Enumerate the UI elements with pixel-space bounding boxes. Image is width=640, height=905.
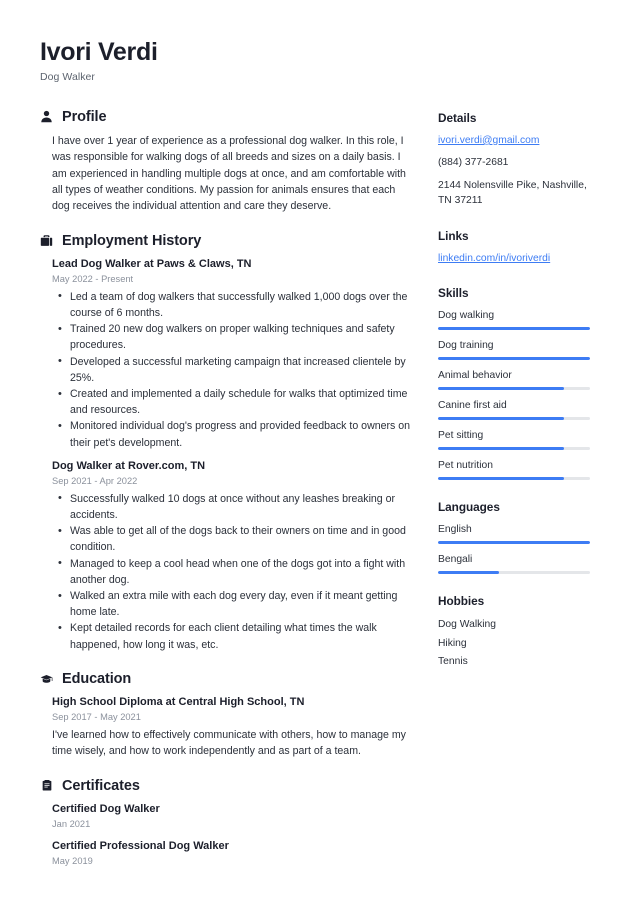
language-track	[438, 541, 590, 544]
section-certificates-body	[40, 802, 412, 868]
entry-description: I've learned how to effectively communicate with others, how to manage my time wisely, and how to work independently and as part of a team.	[52, 728, 406, 758]
list-item: • Was able to get all of the dogs back to their owners on time and in good condition.	[52, 523, 412, 555]
list-item: • Kept detailed records for each client detailing what times the walk happened, how long it was, etc.	[52, 620, 412, 652]
language-track	[438, 571, 590, 574]
sidebar-hobbies-title: Hobbies	[438, 594, 485, 609]
section-employment-title: Employment History	[62, 232, 202, 249]
briefcase-icon	[40, 234, 53, 248]
certificate-icon	[40, 779, 53, 793]
section-education-body	[40, 695, 412, 760]
sidebar-languages-title: Languages	[438, 500, 500, 515]
skill-track	[438, 387, 590, 390]
skill-fill	[438, 327, 590, 330]
list-item: • Managed to keep a cool head when one of the dogs got into a fight with another dog.	[52, 556, 412, 588]
phone-text: (884) 377-2681	[438, 157, 509, 169]
section-education-header	[40, 671, 412, 687]
skill-track	[438, 477, 590, 480]
skill-row	[438, 308, 600, 330]
list-item: • Created and implemented a daily schedule for walks that optimized time and resources.	[52, 386, 412, 418]
section-certificates-header	[40, 778, 412, 794]
skill-track	[438, 417, 590, 420]
person-icon	[40, 110, 53, 124]
skill-track	[438, 327, 590, 330]
entry-title: Certified Professional Dog Walker	[52, 839, 229, 852]
skill-row	[438, 398, 600, 420]
language-fill	[438, 571, 499, 574]
list-item: Tennis	[438, 656, 468, 668]
entry-date: May 2019	[52, 855, 93, 866]
entry-date: May 2022 - Present	[52, 273, 134, 284]
employment-entry	[52, 257, 412, 451]
sidebar-block-details	[438, 111, 600, 209]
sidebar-block-skills	[438, 286, 600, 480]
skill-label: Dog training	[438, 340, 494, 352]
entry-title: Lead Dog Walker at Paws & Claws, TN	[52, 257, 252, 270]
job-title: Dog Walker	[40, 70, 95, 83]
entry-date: Jan 2021	[52, 818, 91, 829]
skill-track	[438, 447, 590, 450]
address-text: 2144 Nolensville Pike, Nashville, TN 37211	[438, 179, 587, 207]
skill-fill	[438, 357, 590, 360]
skill-label: Canine first aid	[438, 400, 507, 412]
sidebar-block-hobbies	[438, 594, 600, 672]
section-profile-body	[40, 133, 412, 215]
skill-fill	[438, 387, 564, 390]
list-item: Hiking	[438, 637, 467, 649]
entry-date: Sep 2017 - May 2021	[52, 711, 141, 722]
section-certificates	[40, 778, 412, 868]
graduation-cap-icon	[40, 672, 53, 686]
entry-bullets	[52, 289, 412, 451]
section-employment	[40, 233, 412, 653]
skill-label: Pet sitting	[438, 430, 484, 442]
sidebar-block-links	[438, 229, 600, 267]
section-employment-body	[40, 257, 412, 653]
section-profile	[40, 109, 412, 215]
language-fill	[438, 541, 590, 544]
sidebar-links-title: Links	[438, 228, 469, 243]
skill-row	[438, 458, 600, 480]
section-education-title: Education	[62, 670, 132, 687]
list-item: • Trained 20 new dog walkers on proper walking techniques and safety procedures.	[52, 321, 412, 353]
entry-title: High School Diploma at Central High School, TN	[52, 695, 305, 708]
sidebar-block-languages	[438, 500, 600, 574]
section-employment-header	[40, 233, 412, 249]
skill-row	[438, 428, 600, 450]
certificate-entry	[52, 839, 412, 868]
language-row	[438, 552, 600, 574]
list-item: • Walked an extra mile with each dog every day, even if it meant getting home late.	[52, 588, 412, 620]
main-column	[40, 109, 412, 886]
profile-text: I have over 1 year of experience as a professional dog walker. In this role, I was responsible for walking dogs of all breeds and sizes on a daily basis. I am experienced in handling multiple dogs at once, and am comfortable with all types of weather conditions. My passion for animals ensures that each dog receives the individual attention and care they deserve.	[52, 134, 406, 213]
employment-entry	[52, 459, 412, 653]
entry-bullets	[52, 491, 412, 653]
skill-label: Dog walking	[438, 310, 495, 322]
list-item: Dog Walking	[438, 619, 496, 631]
skill-row	[438, 368, 600, 390]
skill-row	[438, 338, 600, 360]
education-entry	[52, 695, 412, 760]
resume-body	[40, 109, 600, 886]
skill-label: Animal behavior	[438, 370, 512, 382]
skill-fill	[438, 477, 564, 480]
sidebar-details-title: Details	[438, 110, 477, 125]
section-education	[40, 671, 412, 760]
sidebar-skills-title: Skills	[438, 286, 469, 301]
list-item: • Developed a successful marketing campaign that increased clientele by 25%.	[52, 354, 412, 386]
list-item: • Led a team of dog walkers that successfully walked 1,000 dogs over the course of 6 months.	[52, 289, 412, 321]
section-profile-title: Profile	[62, 108, 107, 125]
section-certificates-title: Certificates	[62, 777, 140, 794]
certificate-entry	[52, 802, 412, 831]
language-row	[438, 522, 600, 544]
linkedin-link[interactable]: linkedin.com/in/ivoriverdi	[438, 252, 551, 264]
list-item: • Successfully walked 10 dogs at once without any leashes breaking or accidents.	[52, 491, 412, 523]
skill-fill	[438, 447, 564, 450]
entry-date: Sep 2021 - Apr 2022	[52, 475, 138, 486]
skill-fill	[438, 417, 564, 420]
language-label: English	[438, 524, 472, 536]
language-label: Bengali	[438, 554, 473, 566]
list-item: • Monitored individual dog's progress and provided feedback to owners on their pet's development.	[52, 418, 412, 450]
entry-title: Certified Dog Walker	[52, 802, 160, 815]
section-profile-header	[40, 109, 412, 125]
skill-track	[438, 357, 590, 360]
email-link[interactable]: ivori.verdi@gmail.com	[438, 134, 540, 146]
resume-header	[40, 38, 600, 83]
skill-label: Pet nutrition	[438, 460, 493, 472]
page-title: Ivori Verdi	[40, 38, 158, 66]
sidebar	[438, 109, 600, 692]
entry-title: Dog Walker at Rover.com, TN	[52, 459, 206, 472]
